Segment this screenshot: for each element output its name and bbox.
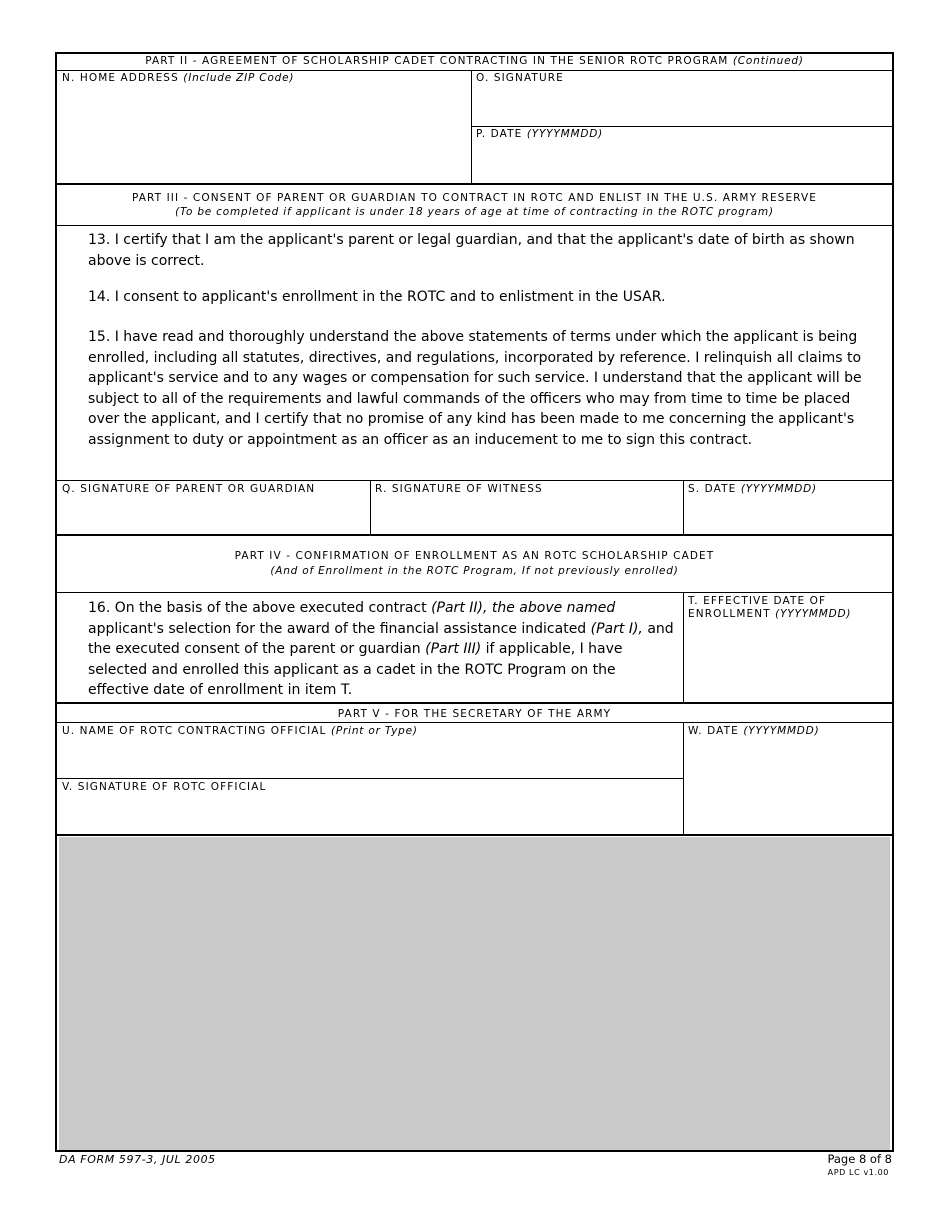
reserved-gray-area	[59, 837, 890, 1150]
signature-field[interactable]	[475, 88, 887, 124]
part3-header: PART III - CONSENT OF PARENT OR GUARDIAN TO CONTRACT IN ROTC AND ENLIST IN THE U.S. ARMY RESERVE	[131, 192, 818, 204]
official-name-label: U. NAME OF ROTC CONTRACTING OFFICIAL (Print or Type)	[62, 725, 418, 737]
date-s-label: S. DATE (YYYYMMDD)	[688, 483, 817, 495]
home-address-field[interactable]	[61, 88, 470, 184]
part4-subheader: (And of Enrollment in the ROTC Program, If not previously enrolled)	[270, 565, 679, 577]
official-name-field[interactable]	[61, 742, 683, 778]
part4-header: PART IV - CONFIRMATION OF ENROLLMENT AS AN ROTC SCHOLARSHIP CADET	[234, 550, 715, 562]
part2-header: PART II - AGREEMENT OF SCHOLARSHIP CADET CONTRACTING IN THE SENIOR ROTC PROGRAM (Continued)	[145, 55, 804, 67]
signature-label: O. SIGNATURE	[476, 72, 564, 84]
effective-date-field[interactable]	[687, 626, 891, 702]
date-p-label: P. DATE (YYYYMMDD)	[476, 128, 603, 140]
form-id: DA FORM 597-3, JUL 2005	[59, 1153, 216, 1166]
part5-header: PART V - FOR THE SECRETARY OF THE ARMY	[337, 708, 612, 720]
witness-signature-field[interactable]	[374, 498, 679, 532]
form-frame	[55, 52, 894, 1152]
item-13: 13. I certify that I am the applicant's parent or legal guardian, and that the applicant's date of birth as shown above is correct.	[88, 232, 855, 269]
item-14: 14. I consent to applicant's enrollment in the ROTC and to enlistment in the USAR.	[88, 289, 666, 305]
item-15: 15. I have read and thoroughly understand the above statements of terms under which the applicant is being enrolled, including all statutes, directives, and regulations, incorporated by reference. I relinquish all claims to applicant's service and to any wages or compensation for such service. I understand that the applicant will be subject to all of the requirements and lawful commands of the officers who may from time to time be placed over the applicant, and I certify that no promise of any kind has been made to me concerning the applicant's assignment to duty or appointment as an officer as an inducement to me to sign this contract.	[88, 329, 862, 448]
date-w-field[interactable]	[687, 742, 891, 834]
page-number: Page 8 of 8	[827, 1152, 892, 1166]
part3-subheader: (To be completed if applicant is under 18 years of age at time of contracting in the ROTC program)	[175, 206, 774, 218]
date-s-field[interactable]	[687, 498, 891, 534]
date-w-label: W. DATE (YYYYMMDD)	[688, 725, 820, 737]
effective-date-label: T. EFFECTIVE DATE OF ENROLLMENT (YYYYMMDD)	[688, 595, 852, 620]
home-address-label: N. HOME ADDRESS (Include ZIP Code)	[62, 72, 295, 84]
item-16: 16. On the basis of the above executed contract (Part II), the above named applicant's selection for the award of the financial assistance indicated (Part I), and the executed consent of the parent or guardian (Part III) if applicable, I have selected and enrolled this applicant as a cadet in the ROTC Program on the effective date of enrollment in item T.	[88, 600, 674, 698]
witness-signature-label: R. SIGNATURE OF WITNESS	[375, 483, 543, 495]
date-p-field[interactable]	[475, 146, 891, 182]
official-signature-label: V. SIGNATURE OF ROTC OFFICIAL	[62, 781, 267, 793]
official-signature-field[interactable]	[61, 798, 679, 832]
parent-signature-label: Q. SIGNATURE OF PARENT OR GUARDIAN	[62, 483, 316, 495]
version-label: APD LC v1.00	[827, 1168, 889, 1177]
parent-signature-field[interactable]	[61, 498, 366, 532]
